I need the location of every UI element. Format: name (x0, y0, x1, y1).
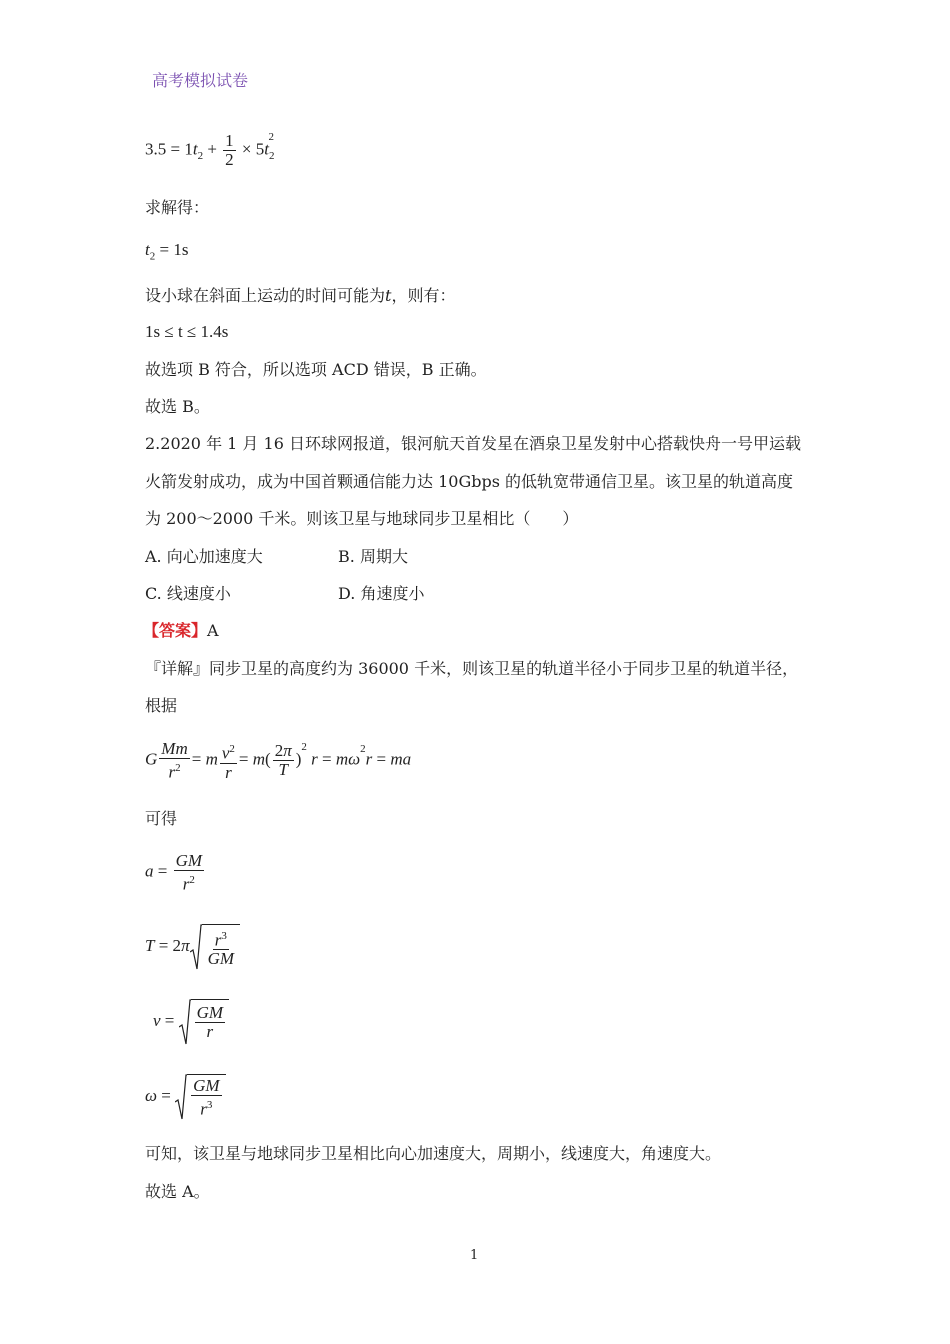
detail-summary: 可知，该卫星与地球同步卫星相比向心加速度大，周期小，线速度大，角速度大。 (145, 1144, 722, 1163)
detail-choice: 故选 A。 (145, 1182, 210, 1201)
prev-conclusion: 故选项 B 符合，所以选项 ACD 错误，B 正确。 (145, 360, 487, 379)
question-line-1: 2.2020 年 1 月 16 日环球网报道，银河航天首发星在酒泉卫星发射中心搭载快舟一号甲运载 (145, 434, 801, 453)
kede-label: 可得 (145, 809, 178, 828)
answer-line (143, 621, 219, 641)
equation-period: T = 2π $\frac{r^3}{GM}$ (145, 924, 240, 970)
option-d: D. 角速度小 (338, 584, 425, 603)
page-header: 高考模拟试卷 (152, 71, 249, 90)
detail-line-1: 『详解』同步卫星的高度约为 36000 千米，则该卫星的轨道半径小于同步卫星的轨道半径， (145, 659, 799, 678)
equation-t2: $t_2 = 1s$ (145, 240, 189, 263)
time-range: 1s ≤ t ≤ 1.4s (145, 322, 229, 341)
solve-label: 求解得： (145, 198, 210, 217)
equation-a: a = $\frac{GM}{r^2}$ (145, 851, 203, 894)
equation-distance: $3.5 = 1t_2$ + $\frac{1}{2}$ × $5t_2^2$ (145, 130, 275, 169)
question-line-3: 为 200～2000 千米。则该卫星与地球同步卫星相比（ ） (145, 509, 579, 528)
equation-gravity: G $\frac{Mm}{r^2}$ = m $\frac{v^2}{r}$ = m( $\frac{2\pi}{T}$ )$^2$ $r = m\omega^2r$ = ma (145, 739, 412, 782)
page-number: 1 (470, 1248, 479, 1263)
option-a: A. 向心加速度大 (145, 547, 263, 566)
let-line: 设小球在斜面上运动的时间可能为t，则有： (145, 286, 456, 305)
prev-choice: 故选 B。 (145, 397, 210, 416)
option-c: C. 线速度小 (145, 584, 231, 603)
sqrt-omega: $\frac{GM}{r^3}$ (175, 1074, 225, 1120)
sqrt-velocity: $\frac{GM}{r}$ (179, 999, 229, 1045)
equation-omega: ω = $\frac{GM}{r^3}$ (145, 1074, 226, 1120)
option-b: B. 周期大 (338, 547, 408, 566)
answer-tag: 【答案】 (143, 621, 208, 640)
sqrt-period: $\frac{r^3}{GM}$ (190, 924, 240, 970)
question-line-2: 火箭发射成功，成为中国首颗通信能力达 10Gbps 的低轨宽带通信卫星。该卫星的轨道高度 (145, 472, 794, 491)
equation-velocity: v = $\frac{GM}{r}$ (153, 999, 229, 1045)
answer-value: A (207, 621, 219, 640)
detail-line-2: 根据 (145, 696, 178, 715)
